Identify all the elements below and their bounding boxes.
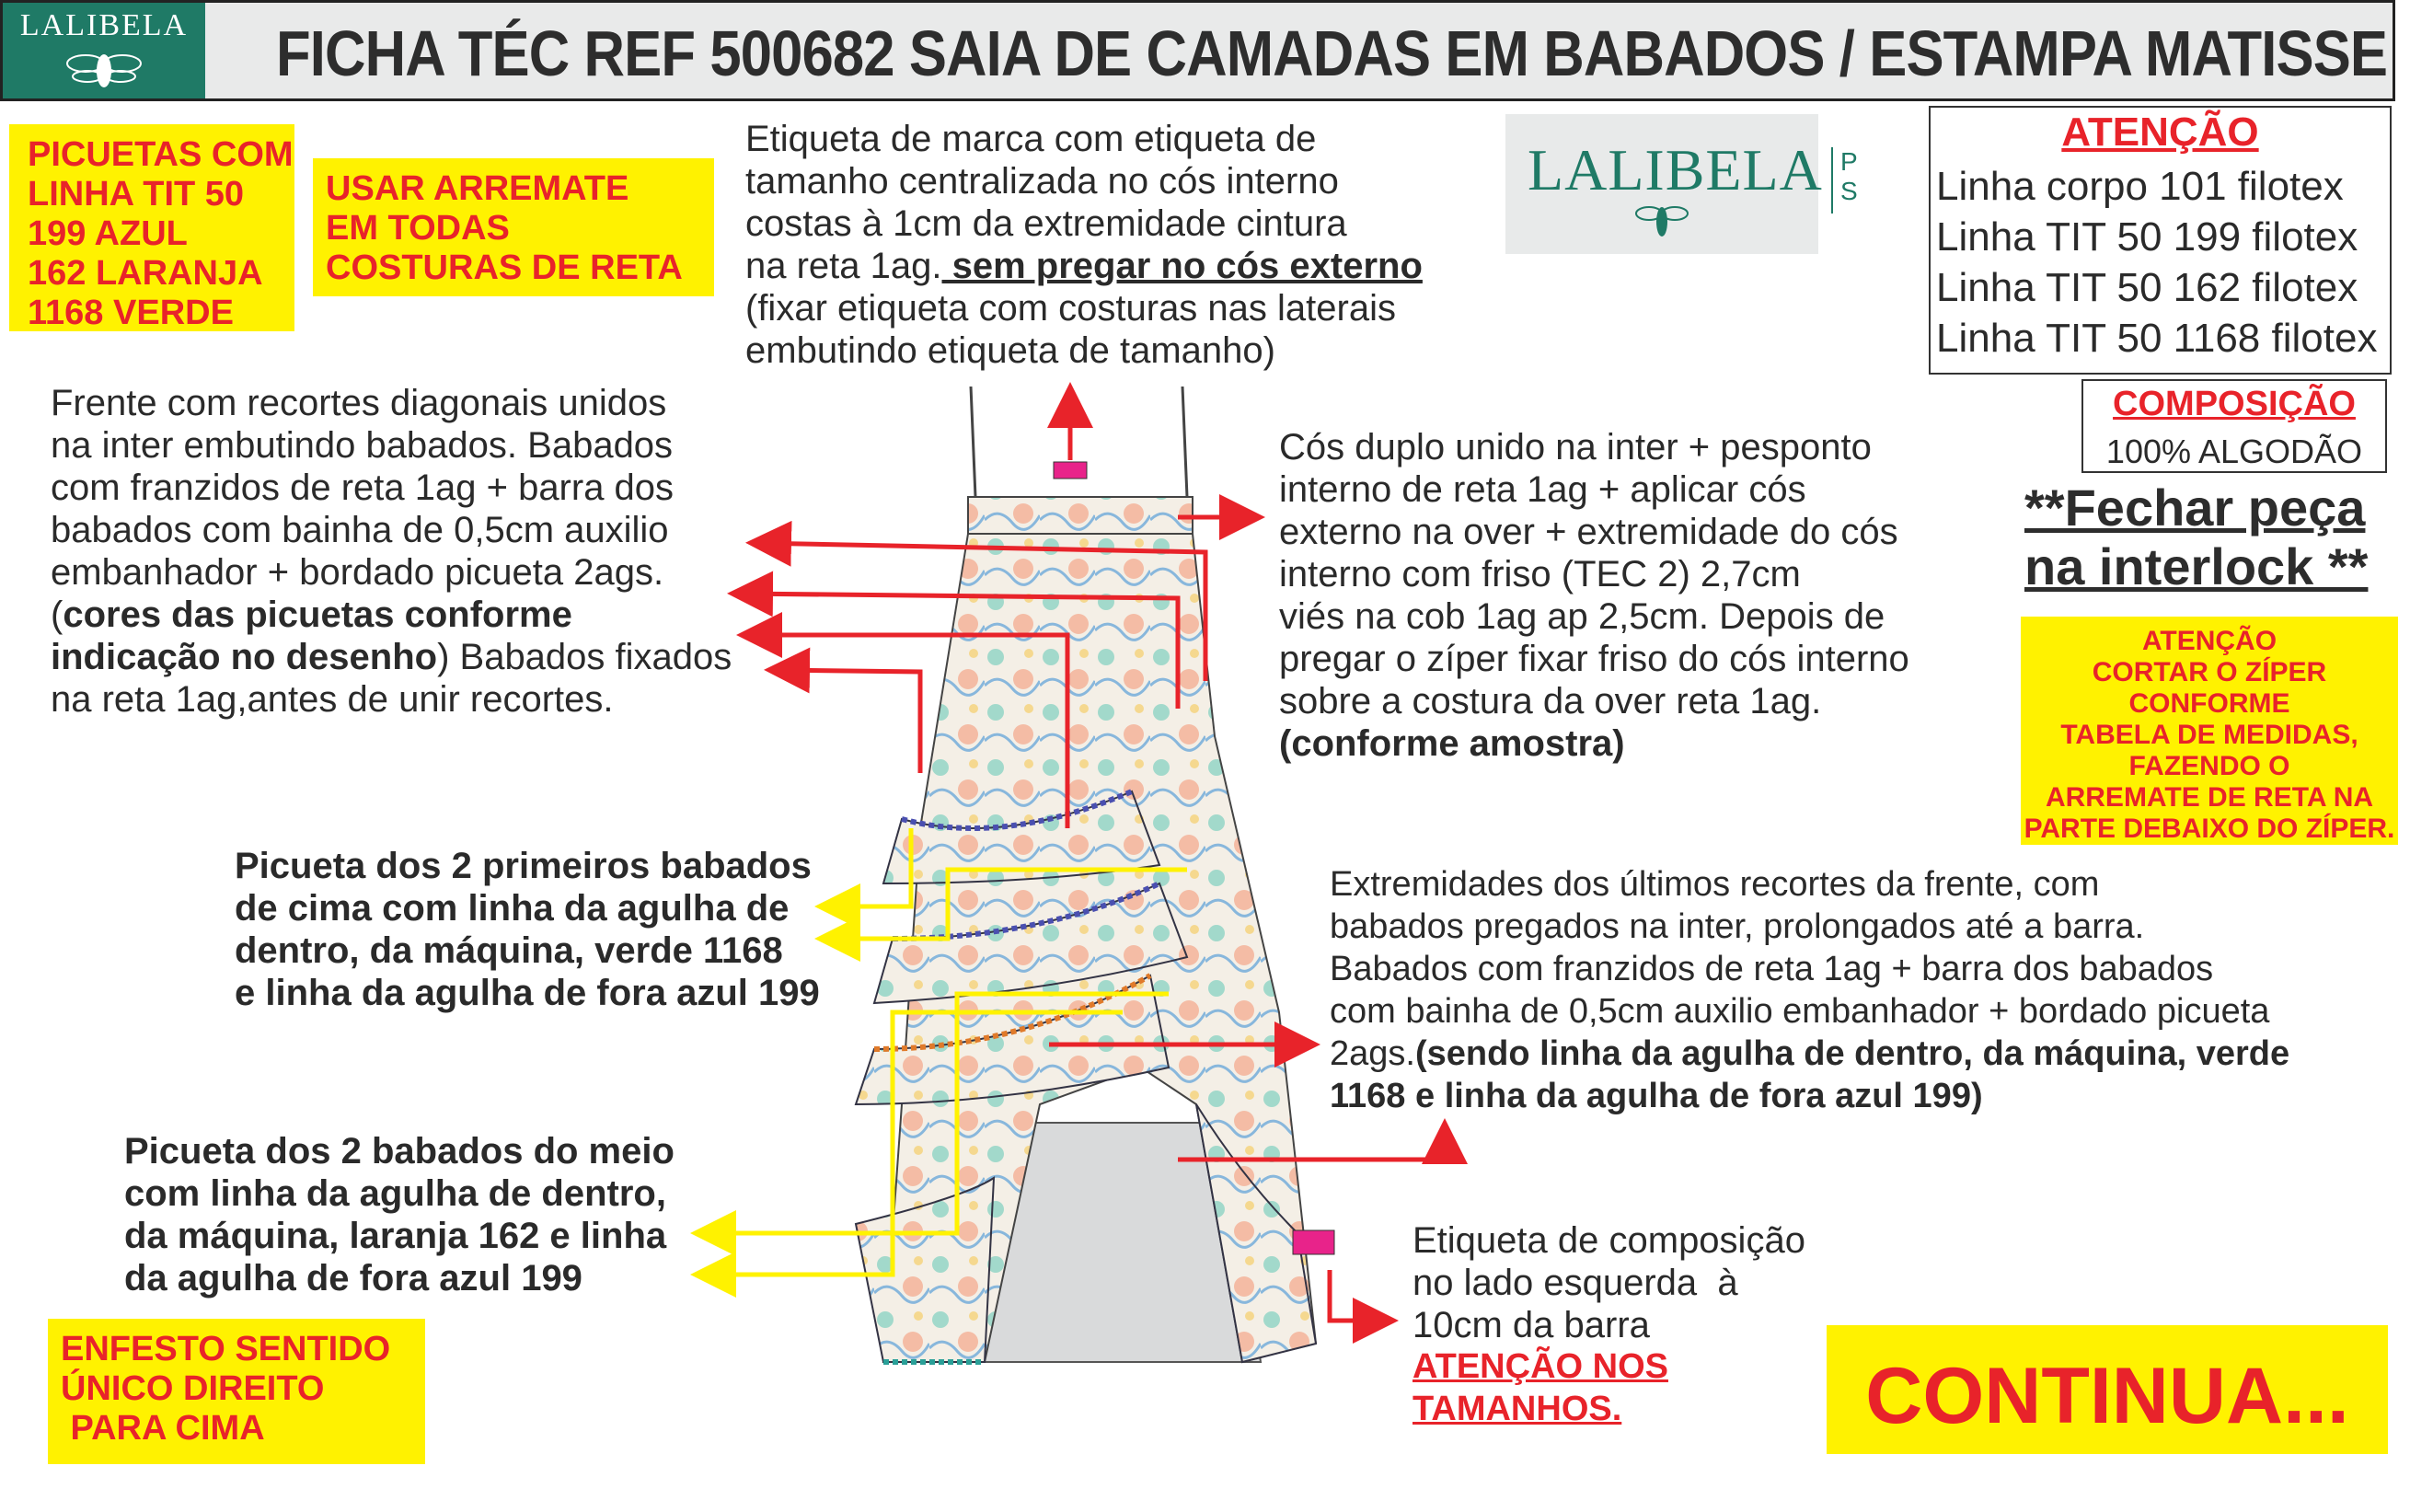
- logo-text: LALIBELA: [19, 8, 189, 42]
- frente-bold: cores das picuetas conforme indicação no desenho: [51, 594, 572, 677]
- etiqueta-comp-text: Etiqueta de composição no lado esquerda à 10cm da barra: [1413, 1220, 1805, 1345]
- page-title: FICHA TÉC REF 500682 SAIA DE CAMADAS EM BABADOS / ESTAMPA MATISSE: [276, 17, 2388, 89]
- etiqueta-marca-body: Etiqueta de marca com etiqueta de tamanho centralizada no cós interno costas à 1cm da extremidade cintura na reta 1ag.: [745, 119, 1347, 286]
- linha-item: Linha TIT 50 1168 filotex: [1936, 316, 2378, 361]
- atencao-tamanhos: ATENÇÃO NOS TAMANHOS.: [1413, 1347, 1668, 1428]
- composicao-value: 100% ALGODÃO: [2105, 433, 2363, 470]
- cos-bold: (conforme amostra): [1279, 723, 1625, 764]
- linha-item: Linha corpo 101 filotex: [1936, 164, 2344, 209]
- picueta-cima-text: Picueta dos 2 primeiros babados de cima com linha da agulha de dentro, da máquina, verde 1168 e linha da agulha de fora azul 199: [235, 846, 820, 1013]
- arrow-frente-1: [755, 543, 1205, 681]
- cos-body: Cós duplo unido na inter + pesponto interno de reta 1ag + aplicar cós externo na over + extremidade do cós interno com friso (TEC 2) 2,7cm viés na cob 1ag ap 2,5cm. Depois de pregar o zíper fixar friso do cós interno sobre a costura da over reta 1ag.: [1279, 427, 1909, 721]
- arrow-picueta-meio-1: [699, 994, 1169, 1233]
- etiqueta-marca-underlined: sem pregar no cós externo: [941, 246, 1423, 286]
- arrow-extremidades-2: [1178, 1127, 1445, 1160]
- arrow-frente-3: [745, 635, 1067, 828]
- linha-item: Linha TIT 50 199 filotex: [1936, 214, 2358, 260]
- arremate-note-text: USAR ARREMATE EM TODAS COSTURAS DE RETA: [326, 169, 683, 287]
- picuetas-note-text: PICUETAS COM LINHA TIT 50 199 AZUL 162 LARANJA 1168 VERDE: [28, 135, 294, 332]
- arrow-etiqueta-comp: [1330, 1270, 1389, 1321]
- etiqueta-marca-after: (fixar etiqueta com costuras nas laterais embutindo etiqueta de tamanho): [745, 288, 1396, 371]
- frente-after: ) Babados fixados na reta 1ag,antes de unir recortes.: [51, 637, 732, 720]
- picueta-meio-text: Picueta dos 2 babados do meio com linha da agulha de dentro, da máquina, laranja 162 e linha da agulha de fora azul 199: [124, 1131, 675, 1298]
- extremidades-body: Extremidades dos últimos recortes da frente, com babados pregados na inter, prolongados até a barra. Babados com franzidos de reta 1ag + barra dos babados com bainha de 0,5cm auxilio embanhador + bordado picueta 2ags.: [1330, 865, 2270, 1073]
- continua-text: CONTINUA...: [1865, 1352, 2349, 1440]
- extremidades-bold2: 1168 e linha da agulha de fora azul 199): [1330, 1077, 1983, 1115]
- brand-logo-word: LALIBELA: [1528, 137, 1823, 202]
- arrow-picueta-cima-1: [824, 828, 911, 906]
- arrow-frente-4: [773, 670, 920, 773]
- fechar-interlock-note: **Fechar peça na interlock **: [2024, 479, 2369, 595]
- ps-mark: P S: [1831, 147, 1877, 214]
- arrow-frente-2: [736, 594, 1178, 709]
- frente-body: Frente com recortes diagonais unidos na inter embutindo babados. Babados com franzidos de reta 1ag + barra dos babados com bainha de 0,5cm auxilio embanhador + bordado picueta 2ags. (: [51, 383, 675, 635]
- extremidades-bold1: (sendo linha da agulha de dentro, da máquina, verde: [1414, 1034, 2290, 1073]
- linha-item: Linha TIT 50 162 filotex: [1936, 265, 2358, 310]
- enfesto-note-text: ENFESTO SENTIDO ÚNICO DIREITO PARA CIMA: [61, 1330, 391, 1448]
- composicao-heading: COMPOSIÇÃO: [2113, 385, 2356, 423]
- atencao-heading: ATENÇÃO: [2061, 110, 2259, 155]
- atencao-ziper-text: ATENÇÃO CORTAR O ZÍPER CONFORME TABELA DE MEDIDAS, FAZENDO O ARREMATE DE RETA NA PARTE DEBAIXO DO ZÍPER.: [2024, 626, 2395, 844]
